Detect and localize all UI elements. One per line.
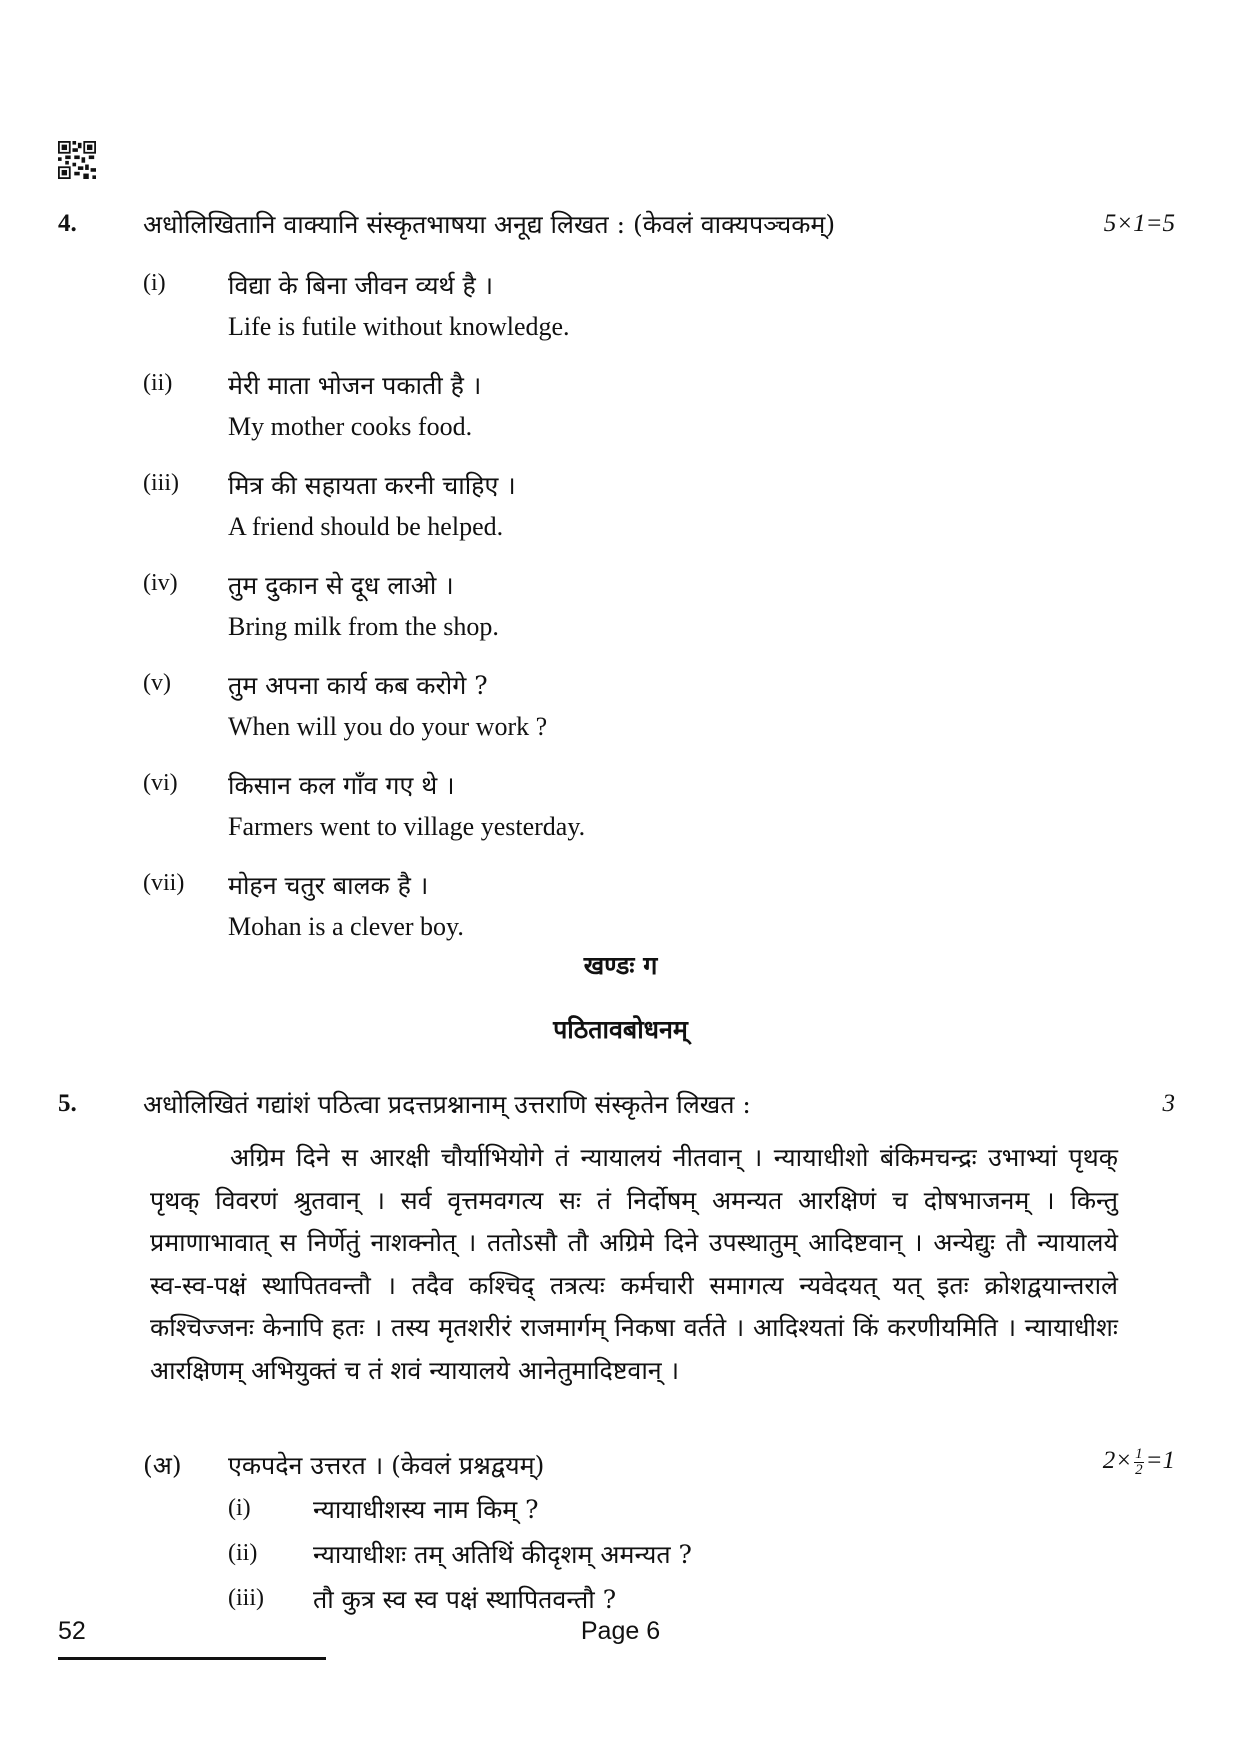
q4-item-number: (ii): [143, 370, 173, 396]
q4-item-english: Life is futile without knowledge.: [228, 312, 570, 341]
q4-item-hindi: मित्र की सहायता करनी चाहिए ।: [228, 471, 516, 500]
passage: अग्रिम दिने स आरक्षी चौर्याभियोगे तं न्यायालयं नीतवान् । न्यायाधीशो बंकिमचन्द्रः उभाभ्यां पृथक् पृथक् विवरणं श्रुतवान् । सर्व वृत्तमवगत्य सः तं निर्दोषम् अमन्यत आरक्षिणं च दोषभाजनम् । किन्तु प्रमाणाभावात् स निर्णेतुं नाशक्नोत् । ततोऽसौ तौ अग्रिमे दिने उपस्थातुम् आदिष्टवान् । अन्येद्युः तौ न्यायालये स्व-स्व-पक्षं स्थापितवन्तौ । तदैव कश्चिद् तत्रत्यः कर्मचारी समागत्य न्यवेदयत् यत् इतः क्रोशद्वयान्तराले कश्चिज्जनः केनापि हतः । तस्य मृतशरीरं राजमार्गम् निकषा वर्तते । आदिश्यतां किं करणीयमिति । न्यायाधीशः आरक्षिणम् अभियुक्तं च तं शवं न्यायालये आनेतुमादिष्टवान् ।: [150, 1143, 1118, 1385]
question-4-instruction: अधोलिखितानि वाक्यानि संस्कृतभाषया अनूद्य लिखत : (केवलं वाक्यपञ्चकम्): [143, 210, 836, 239]
question-4-number: 4.: [58, 210, 77, 237]
q4-item-number: (i): [143, 270, 166, 296]
q4-item-english: A friend should be helped.: [228, 512, 504, 541]
question-4-marks: 5×1=5: [1103, 210, 1175, 237]
question-5-instruction: अधोलिखितं गद्यांशं पठित्वा प्रदत्तप्रश्नानाम् उत्तराणि संस्कृतेन लिखत :: [143, 1090, 751, 1119]
q4-item-english: My mother cooks food.: [228, 412, 473, 441]
q4-item-number: (vi): [143, 770, 178, 796]
q4-item-number: (iv): [143, 570, 178, 596]
question-5-number: 5.: [58, 1090, 77, 1117]
q4-item-english: When will you do your work ?: [228, 712, 548, 741]
part-a-question-number: (ii): [228, 1540, 258, 1566]
part-a-marks: 2× $\frac{1}{2}$ =1: [1102, 1446, 1175, 1478]
q4-item-number: (vii): [143, 870, 185, 896]
part-a-label: (अ): [143, 1451, 182, 1480]
q4-item-english: Mohan is a clever boy.: [228, 912, 464, 941]
part-a-question-number: (i): [228, 1495, 251, 1521]
qr-code-icon: [58, 141, 96, 179]
footer-underline: [58, 1657, 326, 1660]
q4-item-english: Farmers went to village yesterday.: [228, 812, 586, 841]
part-a-question-text: न्यायाधीशः तम् अतिथिं कीदृशम् अमन्यत ?: [313, 1540, 692, 1569]
paper-code: 52: [58, 1617, 86, 1645]
part-a-question-text: न्यायाधीशस्य नाम किम् ?: [313, 1495, 539, 1524]
q4-item-hindi: तुम दुकान से दूध लाओ ।: [228, 571, 454, 600]
section-subtitle: पठितावबोधनम्: [553, 1015, 688, 1044]
part-a-instruction: एकपदेन उत्तरत । (केवलं प्रश्नद्वयम्): [228, 1451, 545, 1480]
question-5-marks: 3: [1162, 1090, 1175, 1117]
q4-item-hindi: विद्या के बिना जीवन व्यर्थ है ।: [228, 271, 494, 300]
part-a-question-number: (iii): [228, 1585, 264, 1611]
q4-item-hindi: मेरी माता भोजन पकाती है ।: [228, 371, 482, 400]
q4-item-english: Bring milk from the shop.: [228, 612, 499, 641]
q4-item-hindi: किसान कल गाँव गए थे ।: [228, 771, 455, 800]
part-a-question-text: तौ कुत्र स्व स्व पक्षं स्थापितवन्तौ ?: [313, 1585, 617, 1614]
q4-item-hindi: तुम अपना कार्य कब करोगे ?: [228, 671, 488, 700]
q4-item-hindi: मोहन चतुर बालक है ।: [228, 871, 429, 900]
q4-item-number: (v): [143, 670, 171, 696]
q4-item-number: (iii): [143, 470, 179, 496]
page-number: Page 6: [580, 1617, 661, 1645]
section-title: खण्डः ग: [583, 951, 658, 980]
